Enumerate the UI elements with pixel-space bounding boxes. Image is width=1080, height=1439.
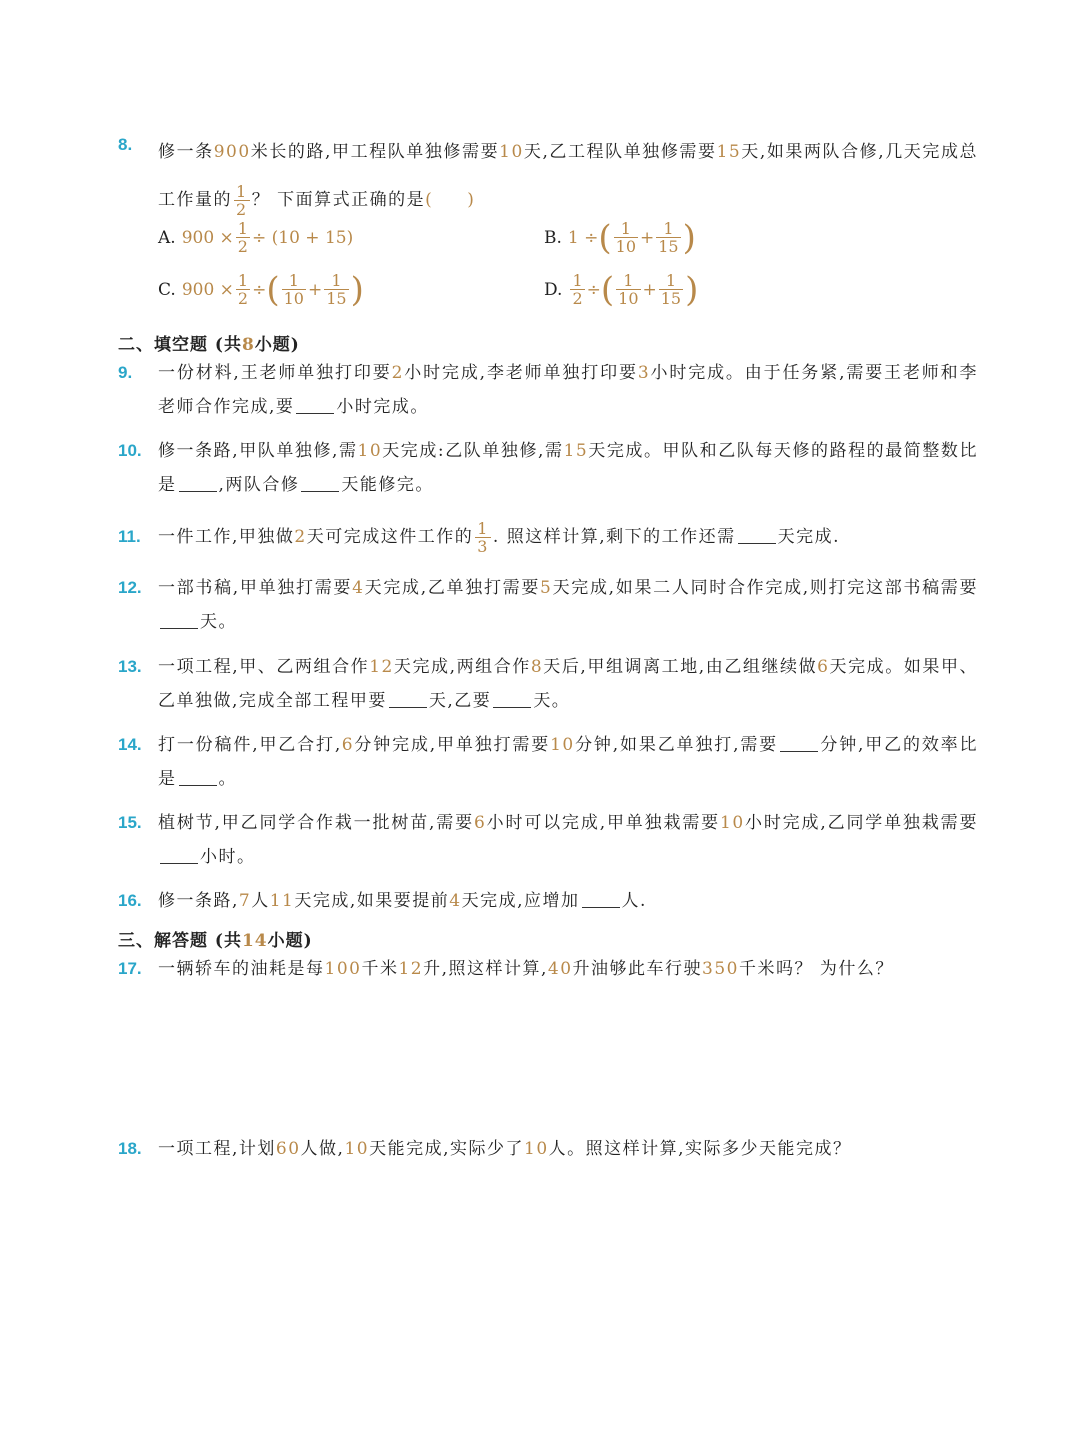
option-d: D. $\frac{1}{2}$ ÷ ( $\frac{1}{10}$ + $\frac{1}{15}$ )	[544, 269, 699, 310]
answer-blank[interactable]	[780, 735, 818, 752]
question-10: 10. 修一条路,甲队单独修,需10天完成:乙队单独修,需15天完成。甲队和乙队每天修的路程的最简整数比是 ,两队合修 天能修完。	[118, 441, 978, 495]
answer-blank[interactable]	[493, 691, 531, 708]
question-number: 8.	[118, 135, 133, 154]
option-c: C. 900 × $\frac{1}{2}$ ÷ ( $\frac{1}{10}$ + $\frac{1}{15}$ )	[158, 269, 364, 310]
answer-blank[interactable]	[738, 527, 776, 544]
option-a: A. 900 × $\frac{1}{2}$ ÷ (10 + 15)	[158, 219, 354, 256]
option-b: B. 1 ÷ ( $\frac{1}{10}$ + $\frac{1}{15}$ )	[544, 217, 696, 258]
fraction: $\frac{1}{2}$	[236, 182, 248, 219]
answer-blank[interactable]	[160, 847, 198, 864]
question-13: 13. 一项工程,甲、乙两组合作12天完成,两组合作8天后,甲组调离工地,由乙组继续做6天完成。如果甲、乙单独做,完成全部工程甲要 天,乙要 天。	[118, 657, 979, 711]
question-text: 修一条900米长的路,甲工程队单独修需要10天,乙工程队单独修需要15天,如果两队合修,几天完成总工作量的 $\frac{1}{2}$ ？ 下面算式正确的是( )	[158, 142, 979, 219]
question-18: 18. 一项工程,计划60人做,10天能完成,实际少了10人。照这样计算,实际多少天能完成？	[118, 1139, 852, 1159]
answer-blank[interactable]	[301, 475, 339, 492]
answer-blank[interactable]	[179, 769, 217, 786]
question-12: 12. 一部书稿,甲单独打需要4天完成,乙单独打需要5天完成,如果二人同时合作完成,则打完这部书稿需要天。	[118, 578, 978, 632]
answer-blank[interactable]	[296, 397, 334, 414]
question-14: 14. 打一份稿件,甲乙合打,6分钟完成,甲单独打需要10分钟,如果乙单独打,需要 分钟,甲乙的效率比是 。	[118, 735, 979, 789]
question-17: 17. 一辆轿车的油耗是每100千米12升,照这样计算,40升油够此车行驶350千米吗？ 为什么？	[118, 959, 894, 979]
question-9: 9. 一份材料,王老师单独打印要2小时完成,李老师单独打印要3小时完成。由于任务紧,需要王老师和李老师合作完成,要 小时完成。	[118, 363, 978, 417]
section-heading-fill-blank: 二、填空题 (共8小题)	[118, 335, 300, 355]
answer-blank[interactable]	[179, 475, 217, 492]
question-15: 15. 植树节,甲乙同学合作栽一批树苗,需要6小时可以完成,甲单独栽需要10小时完成,乙同学单独栽需要小时。	[118, 813, 979, 867]
answer-blank[interactable]	[160, 612, 198, 629]
answer-blank[interactable]	[389, 691, 427, 708]
answer-blank[interactable]	[582, 891, 620, 908]
question-8	[118, 128, 978, 224]
question-11: 11. 一件工作,甲独做2天可完成这件工作的 $\frac{1}{3}$ . 照这样计算,剩下的工作还需 天完成.	[118, 519, 841, 556]
question-16: 16. 修一条路,7人11天完成,如果要提前4天完成,应增加 人.	[118, 891, 647, 911]
fraction: $\frac{1}{3}$	[477, 519, 489, 556]
section-heading-solve: 三、解答题 (共14小题)	[118, 931, 313, 951]
